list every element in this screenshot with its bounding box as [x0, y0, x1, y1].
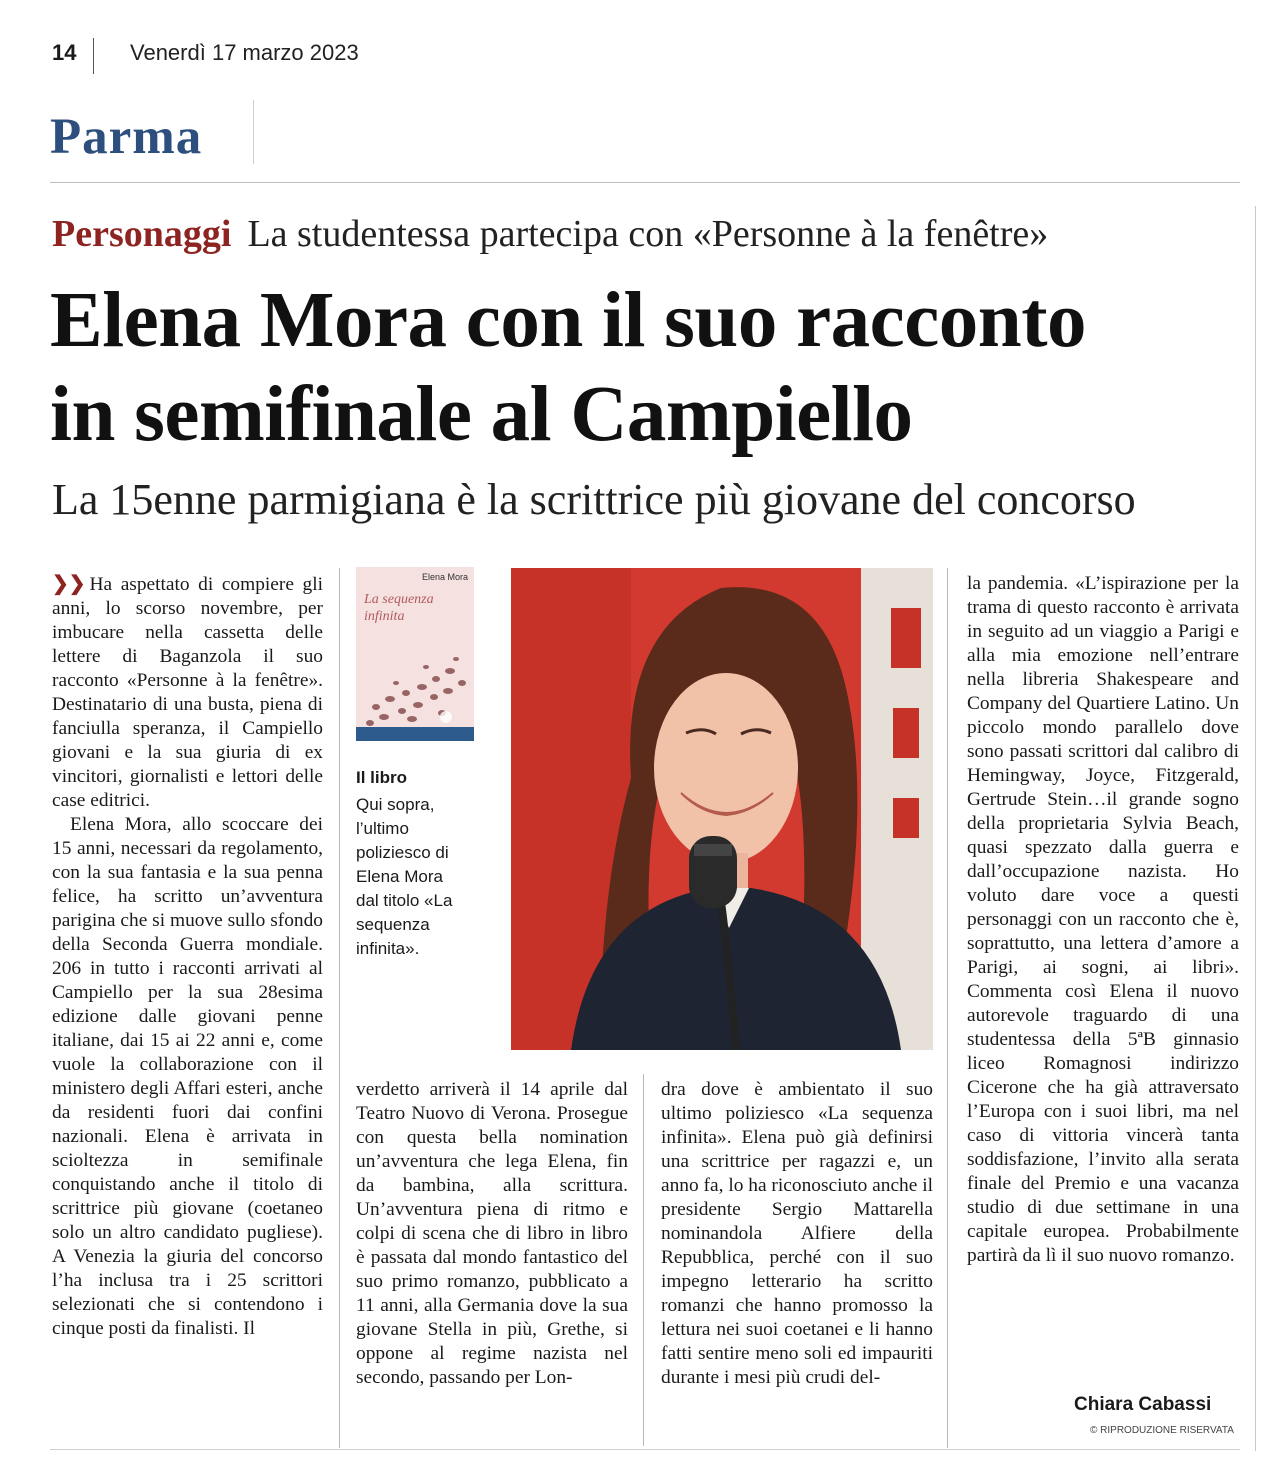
quote-mark-icon: ❯❯ — [52, 573, 86, 595]
page-date: Venerdì 17 marzo 2023 — [130, 40, 359, 65]
paragraph: la pandemia. «L’ispirazione per la trama di questo racconto è arrivata in seguito ad un viaggio a Parigi e alla mia emozione nell’entrare nella libreria Shakespeare and Company del Quartiere Latino. Un piccolo mondo parallelo dove sono passati scrittori dal calibro di Hemingway, Joyce, Fitzgerald, Gertrude Stein…il grande sogno della proprietaria Sylvia Beach, quasi spezzato dalla guerra e dall’occupazione nazista. Ho voluto dare voce a questi personaggi con un racconto che è, soprattutto, una lettera d’amore a Parigi, ai sogni, ai libri». Commenta così Elena il nuovo autorevole traguardo di una studentessa della 5ªB ginnasio liceo Romagnosi indirizzo Cicerone che ha già attraversato l’Europa con i suoi libri, ma nel caso di vittoria vincerà tanta soddisfazione, l’invito alla serata finale del Premio e una vacanza studio di due settimane in una capitale europea. Probabilmente partirà da lì il suo nuovo romanzo. — [967, 573, 1239, 1266]
article-column-4 — [967, 572, 1239, 1268]
column-rule — [947, 568, 948, 1448]
header-rule — [50, 182, 1240, 183]
book-cover-band — [356, 727, 474, 741]
column-rule — [643, 1074, 644, 1446]
copyright-notice: © RIPRODUZIONE RISERVATA — [1090, 1425, 1234, 1436]
article-deck: La 15enne parmigiana è la scrittrice più giovane del concorso — [52, 475, 1136, 524]
book-cover-image — [356, 567, 474, 741]
column-rule — [339, 568, 340, 1448]
paragraph: dra dove è ambientato il suo ultimo poliziesco «La sequenza infinita». Elena può già definirsi una scrittrice per ragazzi e, un anno fa, lo ha riconosciuto anche il presidente Sergio Mattarella nominandola Alfiere della Repubblica, perché con il suo impegno letterario ha scritto romanzi che hanno promosso la lettura nei suoi coetanei e li hanno fatti sentire meno soli ed impauriti durante i mesi più crudi del- — [661, 1079, 933, 1388]
section-title: Parma — [50, 109, 203, 165]
paragraph-text: Ha aspettato di compiere gli anni, lo scorso novembre, per imbucare nella cassetta delle lettere di Baganzola il suo racconto «Personne à la fenêtre». Destinatario di una busta, piena di fanciulla speranza, il Campiello giovani e la sua giuria di ex vincitori, giornalisti e lettori delle case editrici. — [52, 574, 323, 811]
article-kicker-text: La studentessa partecipa con «Personne à la fenêtre» — [247, 213, 1049, 255]
caption-title: Il libro — [356, 768, 407, 787]
paragraph — [52, 572, 323, 813]
footer-rule — [50, 1449, 1240, 1450]
article-kicker — [52, 212, 1048, 256]
header-divider — [93, 38, 94, 74]
book-cover-title: La sequenza infinita — [364, 592, 434, 624]
page-side-rule — [1255, 206, 1256, 1451]
article-byline: Chiara Cabassi — [1074, 1394, 1212, 1415]
book-cover-art — [356, 567, 474, 741]
caption-text: Qui sopra, l’ultimo poliziesco di Elena Mora dal titolo «La sequenza infinita». — [356, 795, 453, 958]
page-number: 14 — [52, 40, 77, 65]
headline-line-2: in semifinale al Campiello — [50, 371, 913, 458]
portrait-illustration — [511, 568, 933, 1050]
section-divider — [253, 100, 254, 164]
paragraph: verdetto arriverà il 14 aprile dal Teatro Nuovo di Verona. Prosegue con questa bella nomination un’avventura che lega Elena, fin da bambina, alla scrittura. Un’avventura piena di ritmo e colpi di scena che di libro in libro è passata dal mondo fantastico del suo primo romanzo, pubblicato a 11 anni, alla Germania dove la sua giovane Stella in più, Grethe, si oppone al regime nazista nel secondo, passando per Lon- — [356, 1079, 628, 1388]
headline-line-1: Elena Mora con il suo racconto — [50, 277, 1087, 364]
book-cover-author: Elena Mora — [421, 572, 468, 582]
portrait-photo — [511, 568, 933, 1050]
article-category: Personaggi — [52, 213, 232, 255]
article-headline — [50, 274, 1250, 462]
article-column-1 — [52, 572, 323, 1341]
paragraph: Elena Mora, allo scoccare dei 15 anni, necessari da regolamento, con la sua fantasia e la sua penna felice, ha scritto un’avventura parigina che si muove sullo sfondo della Seconda Guerra mondiale. 206 in tutto i racconti arrivati al Campiello per la sua 28esima edizione dalle giovani penne italiane, dai 15 ai 22 anni e, come vuole la collaborazione con il ministero degli Affari esteri, anche da residenti fuori dai confini nazionali. Elena è arrivata in scioltezza in semifinale conquistando anche il titolo di scrittrice più giovane (coetaneo solo un altro candidato pugliese). A Venezia la giuria del concorso l’ha inclusa tra i 25 scrittori selezionati che si contendono i cinque posti da finalisti. Il — [52, 814, 323, 1339]
article-column-2 — [356, 1078, 628, 1390]
article-column-3 — [661, 1078, 933, 1390]
